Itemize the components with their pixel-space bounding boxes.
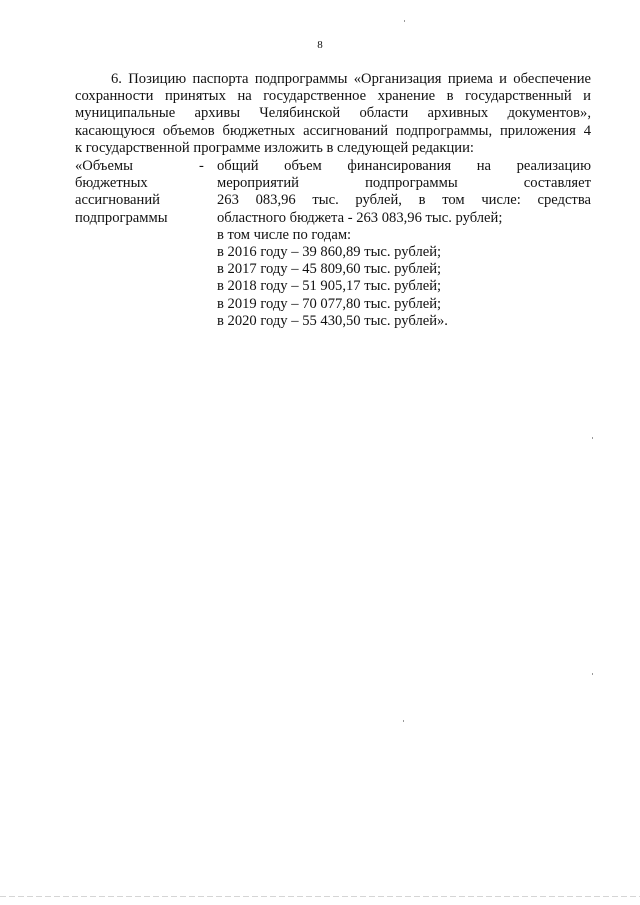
scan-speck [592, 673, 593, 675]
value-line: 263 083,96 тыс. рублей, в том числе: средства [217, 192, 591, 209]
passport-label [75, 158, 171, 227]
value-line: в 2017 году – 45 809,60 тыс. рублей; [217, 261, 442, 278]
value-line: в 2019 году – 70 077,80 тыс. рублей; [217, 295, 442, 312]
passport-dash: - [199, 158, 204, 174]
intro-line: касающуюся объемов бюджетных ассигнований подпрограммы, приложения 4 [75, 122, 591, 139]
intro-line: к государственной программе изложить в следующей редакции: [75, 139, 474, 156]
label-line: «Объемы [75, 158, 133, 174]
intro-line: муниципальные архивы Челябинской области архивных документов», [75, 105, 591, 122]
label-line: ассигнований [75, 192, 160, 209]
value-line: мероприятий подпрограммы составляет [217, 175, 591, 192]
value-line: в 2016 году – 39 860,89 тыс. рублей; [217, 244, 442, 261]
label-line: бюджетных [75, 175, 148, 192]
value-line: в том числе по годам: [217, 226, 352, 243]
scan-edge-line [0, 896, 640, 897]
page-number: 8 [317, 39, 323, 51]
value-line: общий объем финансирования на реализацию [217, 158, 591, 174]
value-line: в 2020 году – 55 430,50 тыс. рублей». [217, 312, 448, 329]
value-line: в 2018 году – 51 905,17 тыс. рублей; [217, 278, 442, 295]
passport-value [217, 158, 591, 330]
label-line: подпрограммы [75, 209, 168, 226]
intro-line: сохранности принятых на государственное хранение в государственный и [75, 88, 591, 105]
scan-speck [404, 20, 405, 22]
scan-speck [592, 437, 593, 439]
intro-line: 6. Позицию паспорта подпрограммы «Организация приема и обеспечение [111, 71, 591, 87]
scan-speck [403, 720, 404, 722]
value-line: областного бюджета - 263 083,96 тыс. рублей; [217, 209, 503, 226]
intro-paragraph [75, 71, 591, 157]
